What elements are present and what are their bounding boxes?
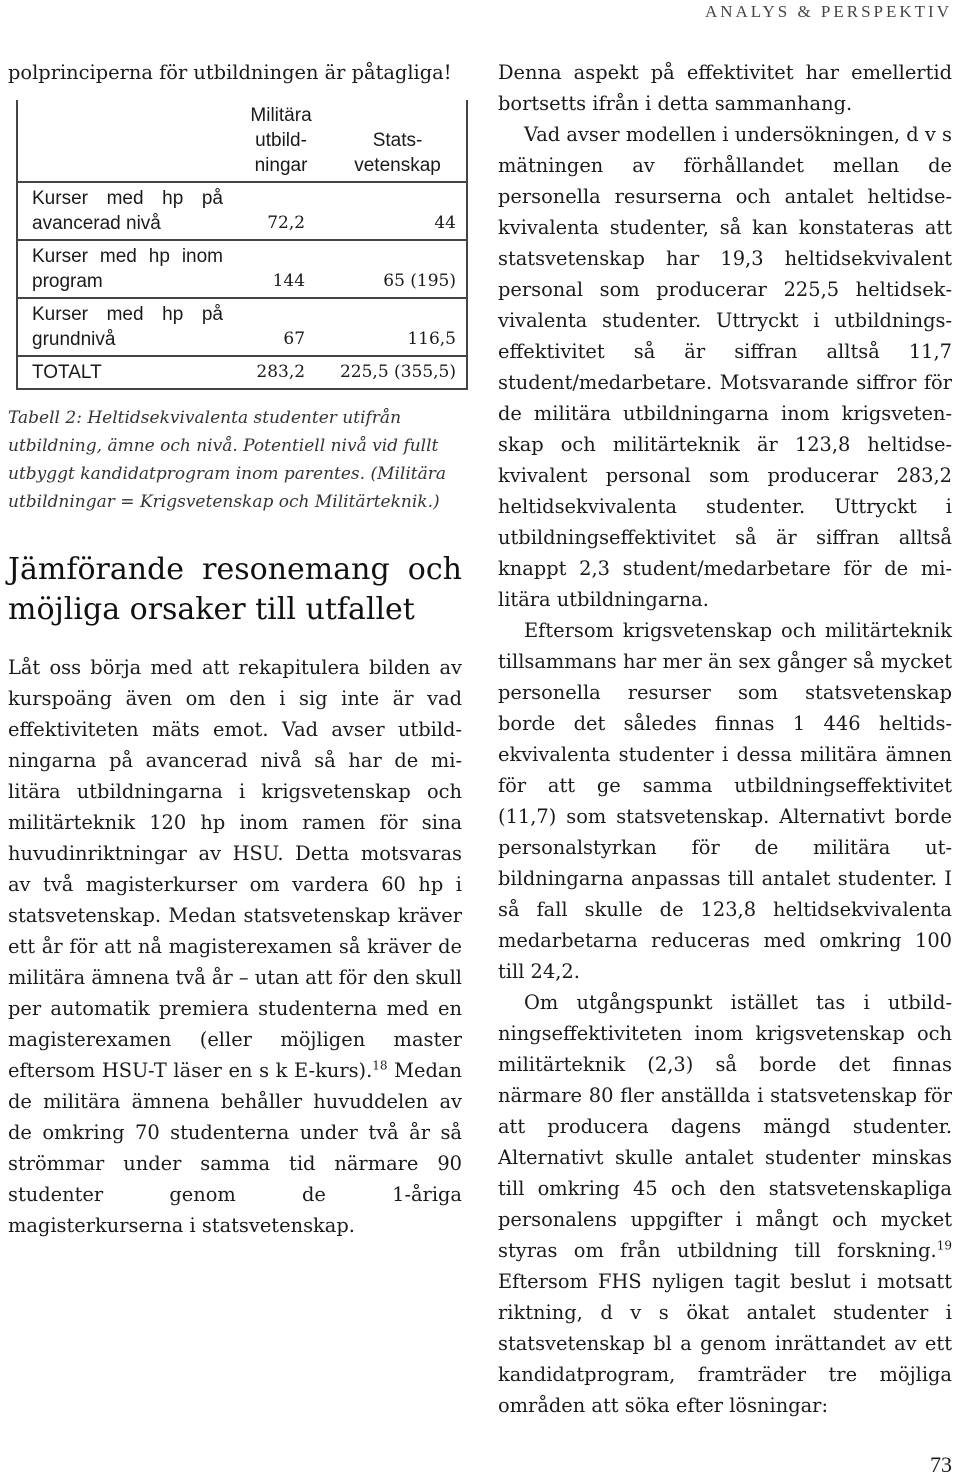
table-col-header-polsci: Statsvetenskap: [354, 130, 441, 176]
body-text: Låt oss börja med att rekapitulera bilden av kurspoäng även om den i sig inte är vad effektiviteten mäts emot. Vad avser utbildningarna på avancerad nivå så har de militära utbildningarna i krigsvetenskap och militärteknik 120 hp inom ramen för sina huvudinriktningar av HSU. Detta motsvaras av två magisterkurser om vardera 60 hp i statsvetenskap. Medan statsvetenskap kräver ett år för att nå magisterexamen så kräver de militära ämnena två år – utan att för den skull per automatik premiera studenterna med en magisterexamen (eller möjligen master eftersom HSU-T läser en s k E-kurs).: [8, 656, 463, 1082]
right-column: [498, 57, 952, 1421]
footnote-ref-19[interactable]: 19: [936, 1238, 952, 1253]
running-head: ANALYS & PERSPEKTIV: [704, 2, 952, 21]
footnote-ref-18[interactable]: 18: [372, 1058, 388, 1073]
row-value-polsci: 44: [325, 182, 467, 240]
row-label: Kurser med hp på grundnivå: [17, 298, 233, 356]
paragraph: Eftersom krigsvetenskap och militärteknik tillsammans har mer än sex gånger så mycket personella resurser som statsvetenskap borde det således finnas 1 446 heltidsekvivalenta studenter i dessa militära ämnen för att ge samma utbildningseffektivitet (11,7) som statsvetenskap. Alternativt borde personalstyrkan för de militära utbildningarna anpassas till antalet studenter. I så fall skulle de 123,8 heltidsekvivalenta medarbetarna reduceras med omkring 100 till 24,2.: [498, 619, 952, 983]
row-label: Kurser med hp inom program: [17, 240, 233, 298]
section-heading: Jämförande resonemang och möjliga orsaker till utfallet: [8, 552, 462, 627]
intro-text: polprinciperna för utbildningen är påtagliga!: [8, 61, 452, 84]
body-text: Eftersom FHS nyligen tagit beslut i motsatt riktning, d v s ökat antalet studenter i statsvetenskap bl a genom inrättandet av ett kandidatprogram, framträder tre möjliga områden att söka efter lösningar:: [498, 1270, 952, 1417]
row-label: Kurser med hp på avancerad nivå: [17, 182, 233, 240]
left-column: [8, 57, 462, 1241]
paragraph: Denna aspekt på effektivitet har emellertid bortsetts ifrån i detta sammanhang.: [498, 61, 952, 115]
row-label: TOTALT: [17, 356, 233, 389]
row-value-polsci: 225,5 (355,5): [325, 356, 467, 389]
page-number: 73: [930, 1452, 952, 1477]
row-value-military: 283,2: [233, 356, 325, 389]
body-text: Om utgångspunkt istället tas i utbildningseffektiviteten inom krigsvetenskap och militärteknik (2,3) så borde det finnas närmare 80 fler anställda i statsvetenskap för att producera dagens mängd studenter. Alternativt skulle antalet studenter minskas till omkring 45 och den statsvetenskapliga personalens uppgifter i mångt och mycket styras om från utbildning till forskning.: [498, 991, 952, 1262]
table-row: [17, 240, 467, 298]
paragraph: [498, 987, 952, 1421]
body-paragraph: [8, 652, 462, 1241]
body-text: Medan de militära ämnena behåller huvuddelen av de omkring 70 studenterna under två år så strömmar under samma tid närmare 90 studenter genom de 1-åriga magisterkurserna i statsvetenskap.: [8, 1059, 462, 1237]
row-value-polsci: 116,5: [325, 298, 467, 356]
table-row: [17, 298, 467, 356]
table-total-row: [17, 356, 467, 389]
row-value-military: 67: [233, 298, 325, 356]
table-corner: [17, 100, 233, 182]
row-value-polsci: 65 (195): [325, 240, 467, 298]
table-header-row: [17, 100, 467, 182]
student-table: [16, 100, 468, 390]
table-col-header-military: Militära utbildningar: [250, 105, 312, 176]
paragraph: Vad avser modellen i undersökningen, d v s mätningen av förhållandet mellan de personella resurserna och antalet heltidsekvivalenta studenter, så kan konstateras att statsvetenskap har 19,3 heltidsekvivalent personal som producerar 225,5 heltidsekvivalenta studenter. Uttryckt i utbildningseffektivitet så är siffran alltså 11,7 student/medarbetare. Motsvarande siffror för de militära utbildningarna inom krigsvetenskap och militärteknik är 123,8 heltidsekvivalent personal som producerar 283,2 heltidsekvivalenta studenter. Uttryckt i utbildningseffektivitet så är siffran alltså knappt 2,3 student/medarbetare för de militära utbildningarna.: [498, 123, 952, 611]
table-caption: Tabell 2: Heltidsekvivalenta studenter utifrån utbildning, ämne och nivå. Potentiell nivå vid fullt utbyggt kandidatprogram inom parentes. (Militära utbildningar = Krigsvetenskap och Militärteknik.): [8, 408, 447, 512]
row-value-military: 144: [233, 240, 325, 298]
table-row: [17, 182, 467, 240]
row-value-military: 72,2: [233, 182, 325, 240]
